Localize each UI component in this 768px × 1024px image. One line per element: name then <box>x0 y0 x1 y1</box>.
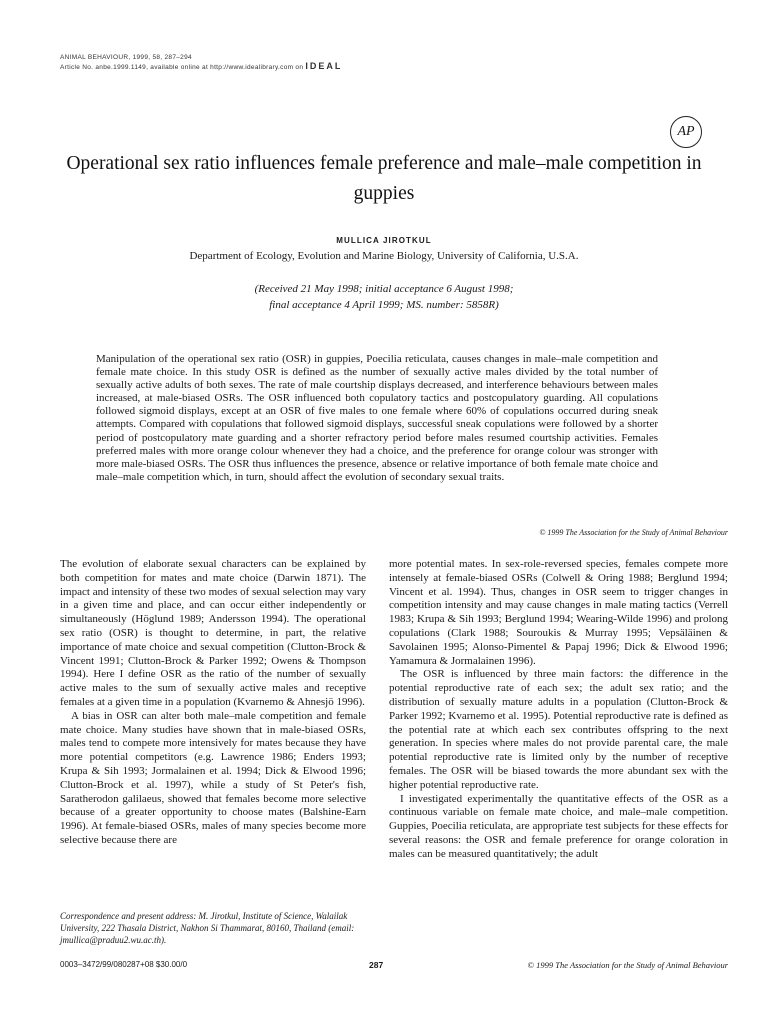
abstract-text: Manipulation of the operational sex ratio (OSR) in guppies, Poecilia reticulata, causes changes in male–male competition and female mate choice. In this study OSR is defined as the number of sexually active males divided by the total number of sexually active adults of both sexes. The rate of male courtship displays decreased, and interference behaviours between males increased, at male-biased OSRs. The OSR influenced both copulatory tactics and postcopulatory guarding. All copulations followed sigmoid displays, except at an OSR of five males to one female where 60% of copulations occurred during sneak attempts. Compared with copulations that followed sigmoid displays, successful sneak copulations were followed by a shorter period of postcopulatory mate guarding and a shorter refractory period before males resumed courtship activities. Females preferred males with more orange colour whenever they had a choice, and the preference for orange colour was stronger with more male-biased OSRs. The OSR thus influences the presence, absence or relative importance of both female mate choice and male–male competition which, in turn, should affect the evolution of secondary sexual traits. <box>96 353 658 483</box>
author-name: MULLICA JIROTKUL <box>336 236 432 245</box>
body-paragraph: more potential mates. In sex-role-reversed species, females compete more intensely at female-biased OSRs (Colwell & Oring 1988; Berglund 1994; Vincent et al. 1994). Thus, changes in OSR seem to trigger changes in competition intensity and may cause changes in male mating tactics (Verrell 1983; Krupa & Sih 1993; Berglund 1994; Wearing-Wilde 1996) and prolong copulations (Clark 1988; Souroukis & Murray 1995; Vepsäläinen & Savolainen 1995; Alonso-Pimentel & Papaj 1996; Dick & Elwood 1996; Yamamura & Jormalainen 1996). <box>389 558 728 667</box>
body-column-left <box>60 558 366 848</box>
body-column-right <box>389 558 728 862</box>
dates-line-1: (Received 21 May 1998; initial acceptance 6 August 1998; <box>254 283 514 295</box>
article-title: Operational sex ratio influences female preference and male–male competition in guppies <box>66 153 702 204</box>
citation-line-1: ANIMAL BEHAVIOUR, 1999, 58, 287–294 <box>60 54 192 61</box>
publisher-logo: AP <box>670 116 702 148</box>
dates-line-2: final acceptance 4 April 1999; MS. number: 5858R) <box>269 299 499 311</box>
journal-citation <box>60 53 342 72</box>
footer-copyright: © 1999 The Association for the Study of Animal Behaviour <box>527 960 728 970</box>
body-paragraph: A bias in OSR can alter both male–male competition and female mate choice. Many studies have shown that in male-biased OSRs, males tend to compete more intensively for mates because they have more potential competitors (e.g. Lawrence 1986; Enders 1993; Krupa & Sih 1993; Jormalainen et al. 1994; Dick & Elwood 1996; Clutton-Brock et al. 1997), while a study of St Peter's fish, Saratherodon galilaeus, showed that females become more selective because of a greater opportunity to choose mates (Balshine-Earn 1996). At female-biased OSRs, males of many species become more selective because there are <box>60 709 366 846</box>
body-paragraph: The OSR is influenced by three main factors: the difference in the potential reproductive rate of each sex; the adult sex ratio; and the distribution of sexually mature adults in a population (Clutton-Brock & Parker 1992; Kvarnemo et al. 1995). Potential reproductive rate is defined as the potential rate at which each sex contributes offspring to the next generation. In species where males do not provide parental care, the male potential reproductive rate is limited only by the number of receptive females. The OSR will be biased towards the more abundant sex with the higher potential reproductive rate. <box>389 668 728 791</box>
ideal-logo: IDEAL <box>305 61 343 71</box>
received-dates <box>0 281 768 313</box>
correspondence-note: Correspondence and present address: M. Jirotkul, Institute of Science, Walailak University, 222 Thasala District, Nakhon Si Thammarat, 80160, Thailand (email: jmullica@praduu2.wu.ac.th). <box>60 911 355 945</box>
body-paragraph: I investigated experimentally the quantitative effects of the OSR as a continuous variable on female mate choice, and male–male competition. Guppies, Poecilia reticulata, are appropriate test subjects for these effects for several reasons: the OSR and female preference for orange coloration in males can be measured quantitatively; the adult <box>389 792 728 860</box>
abstract-copyright: © 1999 The Association for the Study of Animal Behaviour <box>539 528 728 537</box>
author-affiliation: Department of Ecology, Evolution and Marine Biology, University of California, U.S.A. <box>189 250 579 262</box>
citation-line-2: Article No. anbe.1999.1149, available online at http://www.idealibrary.com on IDEAL <box>60 61 343 71</box>
body-paragraph: The evolution of elaborate sexual characters can be explained by both competition for mates and mate choice (Darwin 1871). The impact and intensity of these two modes of sexual selection may vary in a given time and place, and can occur either independently or simultaneously (Höglund 1989; Andersson 1994). The operational sex ratio (OSR) is thought to determine, in part, the relative importance of mate choice and sexual competition (Clutton-Brock & Vincent 1991; Clutton-Brock & Parker 1992; Owens & Thompson 1994). Here I define OSR as the ratio of the number of sexually active males to the sum of sexually active males and receptive females at a given time in a population (Kvarnemo & Ahnesjö 1996). <box>60 558 366 708</box>
footer-code: 0003–3472/99/080287+08 $30.00/0 <box>60 960 188 969</box>
page-number: 287 <box>369 960 384 970</box>
